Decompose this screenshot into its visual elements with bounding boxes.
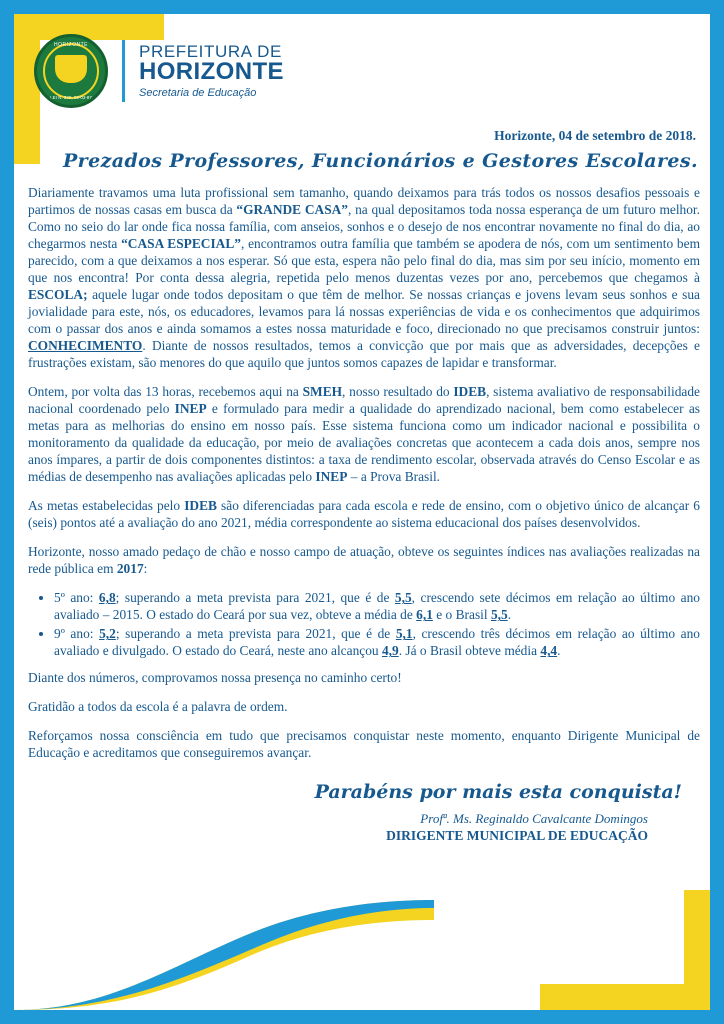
list-item: • 5º ano: 6,8; superando a meta prevista para 2021, que é de 5,5, crescendo sete décimos em relação ao último ano avaliado – 2015. O estado do Ceará por sua vez, obteve a média de 6,1 e o Brasil 5,5. [54, 589, 700, 623]
letterhead-text [139, 43, 284, 99]
coat-of-arms-top-text: HORIZONTE [54, 42, 88, 48]
letter-closing: Parabéns por mais esta conquista! [314, 781, 682, 804]
paragraph-5: Diante dos números, comprovamos nossa presença no caminho certo! [28, 670, 402, 686]
signer-name: Profª. Ms. Reginaldo Cavalcante Domingos [420, 811, 648, 827]
border-top [0, 0, 724, 14]
border-bottom [0, 1010, 724, 1024]
signer-role: DIRIGENTE MUNICIPAL DE EDUCAÇÃO [386, 828, 648, 844]
coat-of-arms-bottom-text: LEI N. 340, 06-03-87 [50, 95, 92, 100]
org-line-1: PREFEITURA DE [139, 41, 282, 61]
corner-accent-bottom-right-vertical [684, 890, 710, 1010]
footer-swoosh-decoration [14, 900, 434, 1010]
org-line-3: Secretaria de Educação [139, 86, 257, 99]
border-right [710, 0, 724, 1024]
letterhead-divider [122, 40, 125, 102]
org-line-2: HORIZONTE [139, 58, 284, 86]
paragraph-3: As metas estabelecidas pelo IDEB são diferenciadas para cada escola e rede de ensino, com o objetivo único de alcançar 6 (seis) pontos até a avaliação do ano 2021, média correspondente ao sistema educacional dos países desenvolvidos. [28, 498, 700, 531]
paragraph-7: Reforçamos nossa consciência em tudo que precisamos conquistar neste momento, enquanto Dirigente Municipal de Educação e acreditamos que conseguiremos avançar. [28, 728, 700, 761]
paragraph-2: Ontem, por volta das 13 horas, recebemos aqui na SMEH, nosso resultado do IDEB, sistema avaliativo de responsabilidade nacional coordenado pelo INEP e formulado para medir a qualidade do aprendizado nacional, bem como estabelecer as metas para as melhorias do ensino em nosso país. Esse sistema funciona como um indicador nacional e possibilita o monitoramento da qualidade da educação, por meio de avaliações concretas que acontecem a cada dois anos, sempre nos anos ímpares, a partir de dois componentes distintos: a taxa de rendimento escolar, observada através do Censo Escolar e as médias de desempenho nas avaliações aplicadas pelo INEP – a Prova Brasil. [28, 384, 700, 485]
paragraph-1: Diariamente travamos uma luta profissional sem tamanho, quando deixamos para trás todos os nossos desafios pessoais e partimos de nossas casas em busca da “GRANDE CASA”, na qual depositamos toda nossa esperança de um futuro melhor. Como no seio do lar onde fica nossa família, com anseios, sonhos e o desejo de nos encontrar novamente no final do dia, ao chegarmos nesta “CASA ESPECIAL”, encontramos outra família que também se apodera de nós, com um sentimento bem parecido, com a que deixamos a nos esperar. Só que esta, espera não pelo final do dia, mas sim por seu início, momento em que nos encontra! Por conta dessa alegria, repetida pelo menos duzentas vezes por ano, percebemos que chegamos à ESCOLA; aquele lugar onde todos depositam o que têm de melhor. Se nossas crianças e jovens levam seus sonhos e sua jovialidade para este, nós, os educadores, levamos para lá nossas experiências de vida e os conhecimentos que adquirimos com o passar dos anos e ainda somamos a estes nossa maturidade e foco, direcionado no que precisamos construir juntos: CONHECIMENTO. Diante de nossos resultados, temos a convicção que por mais que as adversidades, decepções e frustrações existam, são menores do que aquilo que juntos somos capazes de lapidar e transformar. [28, 185, 700, 371]
letter-date: Horizonte, 04 de setembro de 2018. [494, 128, 696, 143]
list-item: • 9º ano: 5,2; superando a meta prevista para 2021, que é de 5,1, crescendo três décimos em relação ao último ano avaliado e divulgado. O estado do Ceará, neste ano alcançou 4,9. Já o Brasil obteve média 4,4. [54, 625, 700, 659]
coat-of-arms-icon [34, 34, 108, 108]
border-left [0, 0, 14, 1024]
results-list [28, 589, 700, 659]
letter-body [28, 128, 700, 844]
letterhead [34, 34, 284, 108]
letter-salutation: Prezados Professores, Funcionários e Gestores Escolares. [63, 150, 698, 172]
paragraph-6: Gratidão a todos da escola é a palavra de ordem. [28, 699, 288, 715]
paragraph-4: Horizonte, nosso amado pedaço de chão e nosso campo de atuação, obteve os seguintes índices nas avaliações realizadas na rede pública em 2017: [28, 544, 700, 577]
